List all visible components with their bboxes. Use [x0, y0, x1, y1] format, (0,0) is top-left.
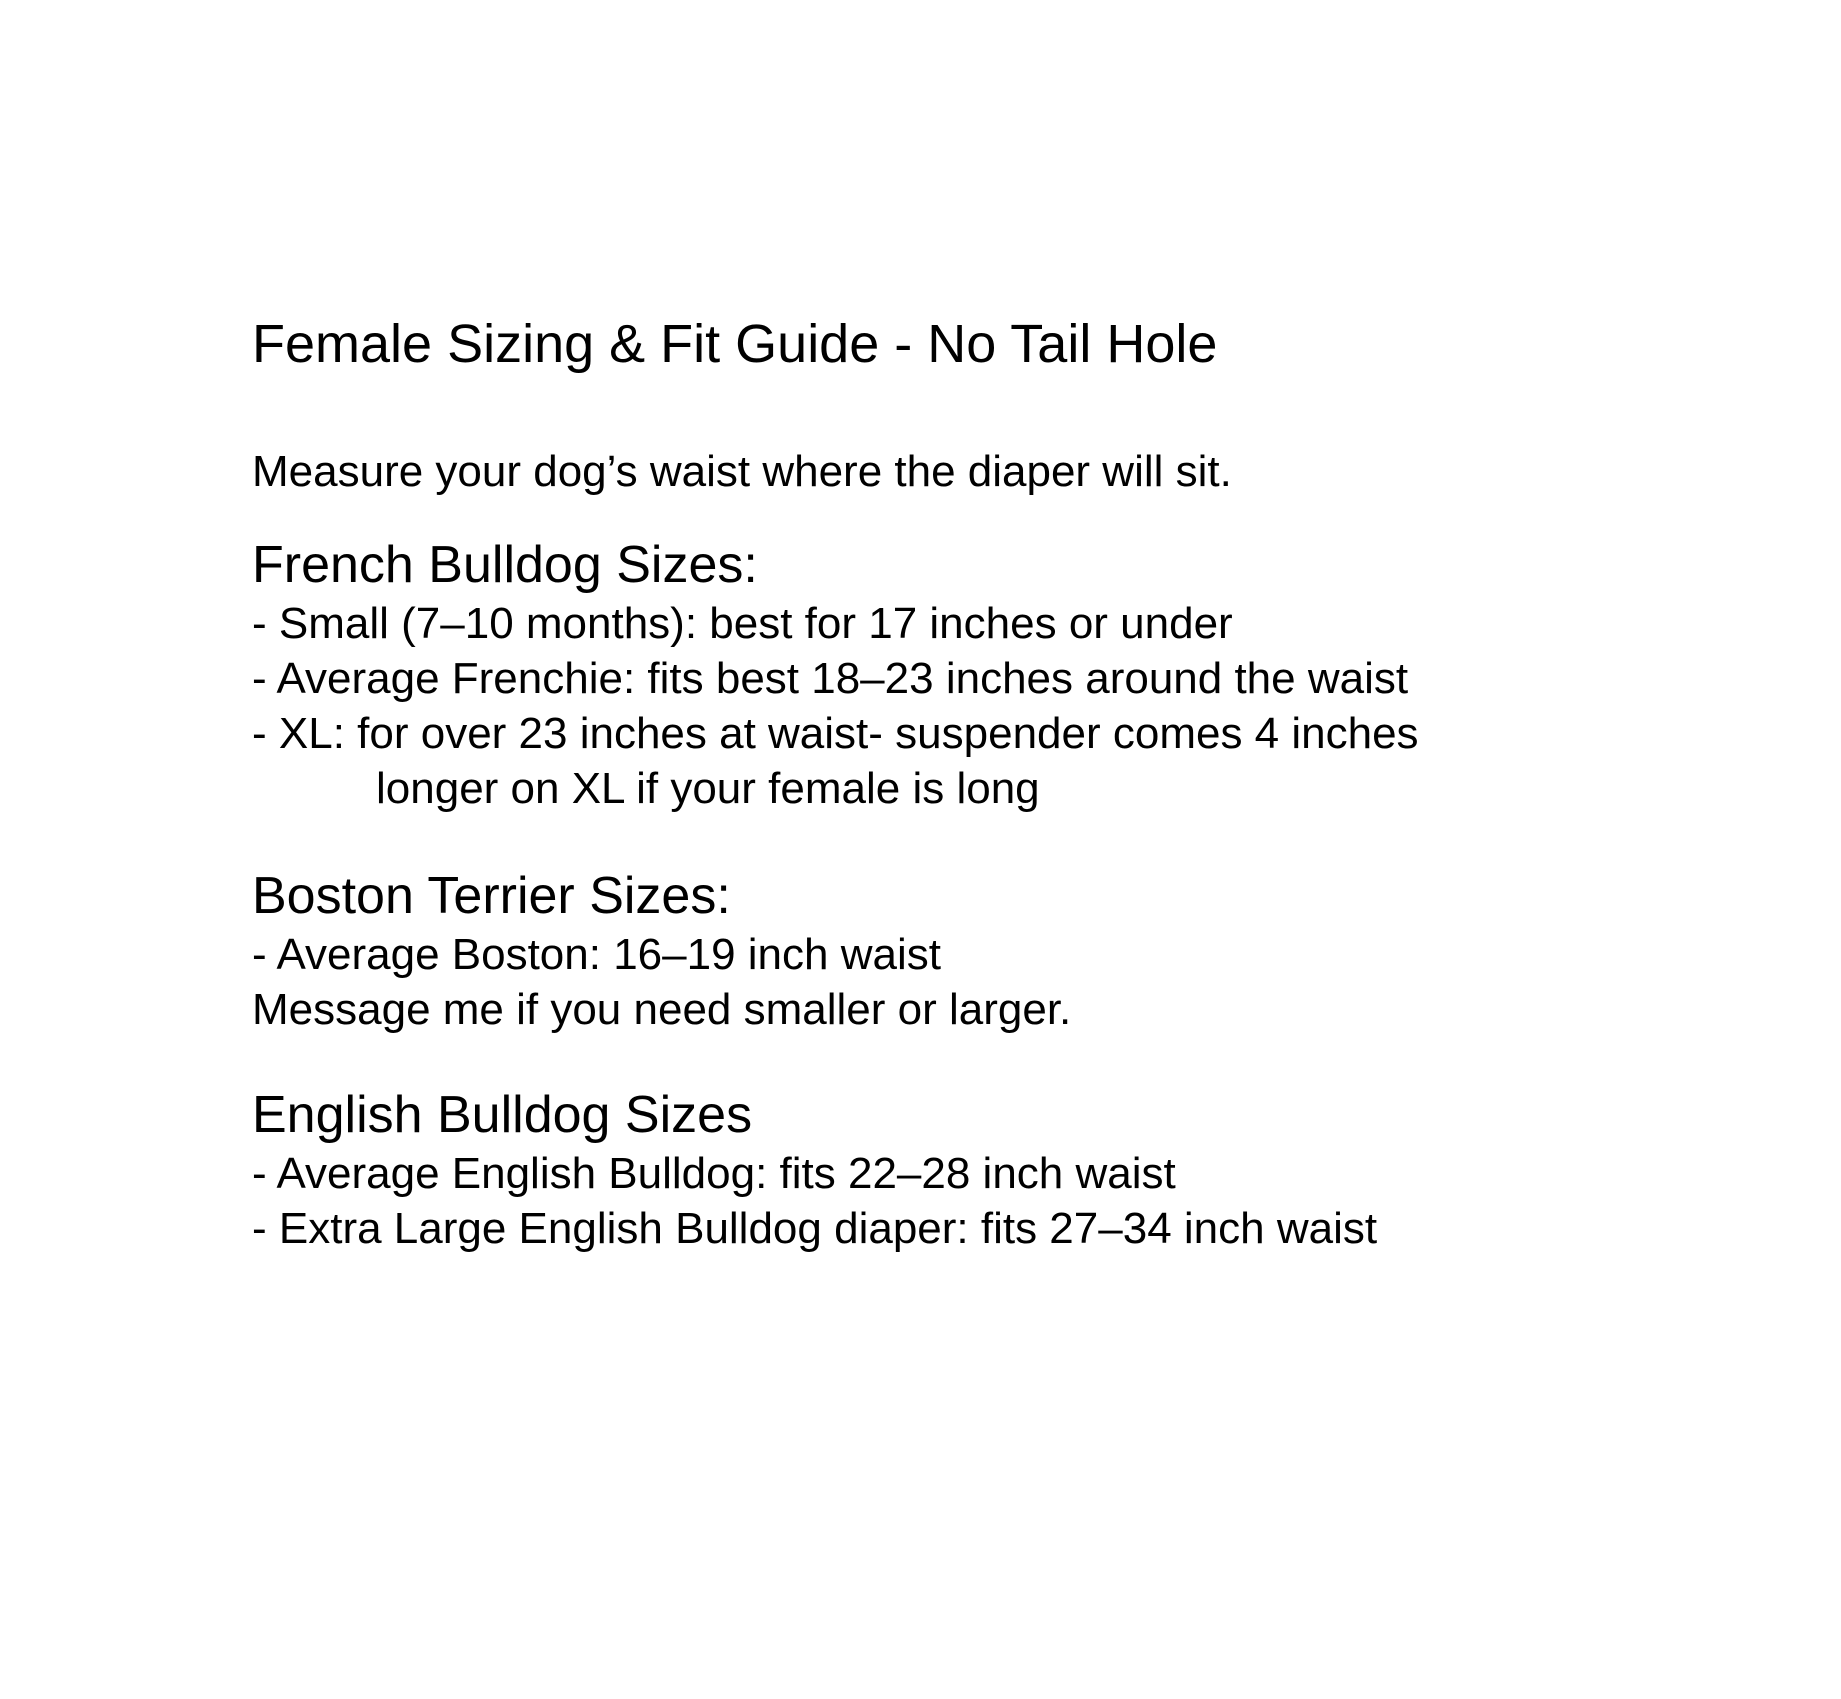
french-bulldog-section: [252, 534, 1419, 816]
english-average-line: - Average English Bulldog: fits 22–28 inch waist: [252, 1149, 1176, 1198]
french-xl-continuation-line: longer on XL if your female is long: [376, 764, 1040, 813]
english-bulldog-section: [252, 1084, 1377, 1256]
intro-text: Measure your dog’s waist where the diaper will sit.: [252, 447, 1232, 496]
french-small-line: - Small (7–10 months): best for 17 inches or under: [252, 599, 1233, 648]
boston-message-line: Message me if you need smaller or larger.: [252, 985, 1072, 1034]
boston-average-line: - Average Boston: 16–19 inch waist: [252, 930, 941, 979]
page-title: Female Sizing & Fit Guide - No Tail Hole: [252, 314, 1218, 374]
english-xl-line: - Extra Large English Bulldog diaper: fits 27–34 inch waist: [252, 1204, 1378, 1253]
sizing-guide-document: [252, 312, 1732, 1253]
english-bulldog-heading: English Bulldog Sizes: [252, 1086, 753, 1144]
boston-terrier-section: [252, 865, 1071, 1037]
french-average-line: - Average Frenchie: fits best 18–23 inches around the waist: [252, 654, 1409, 703]
french-xl-line: - XL: for over 23 inches at waist- suspender comes 4 inches: [252, 709, 1419, 758]
boston-terrier-heading: Boston Terrier Sizes:: [252, 867, 731, 925]
french-bulldog-heading: French Bulldog Sizes:: [252, 536, 758, 594]
